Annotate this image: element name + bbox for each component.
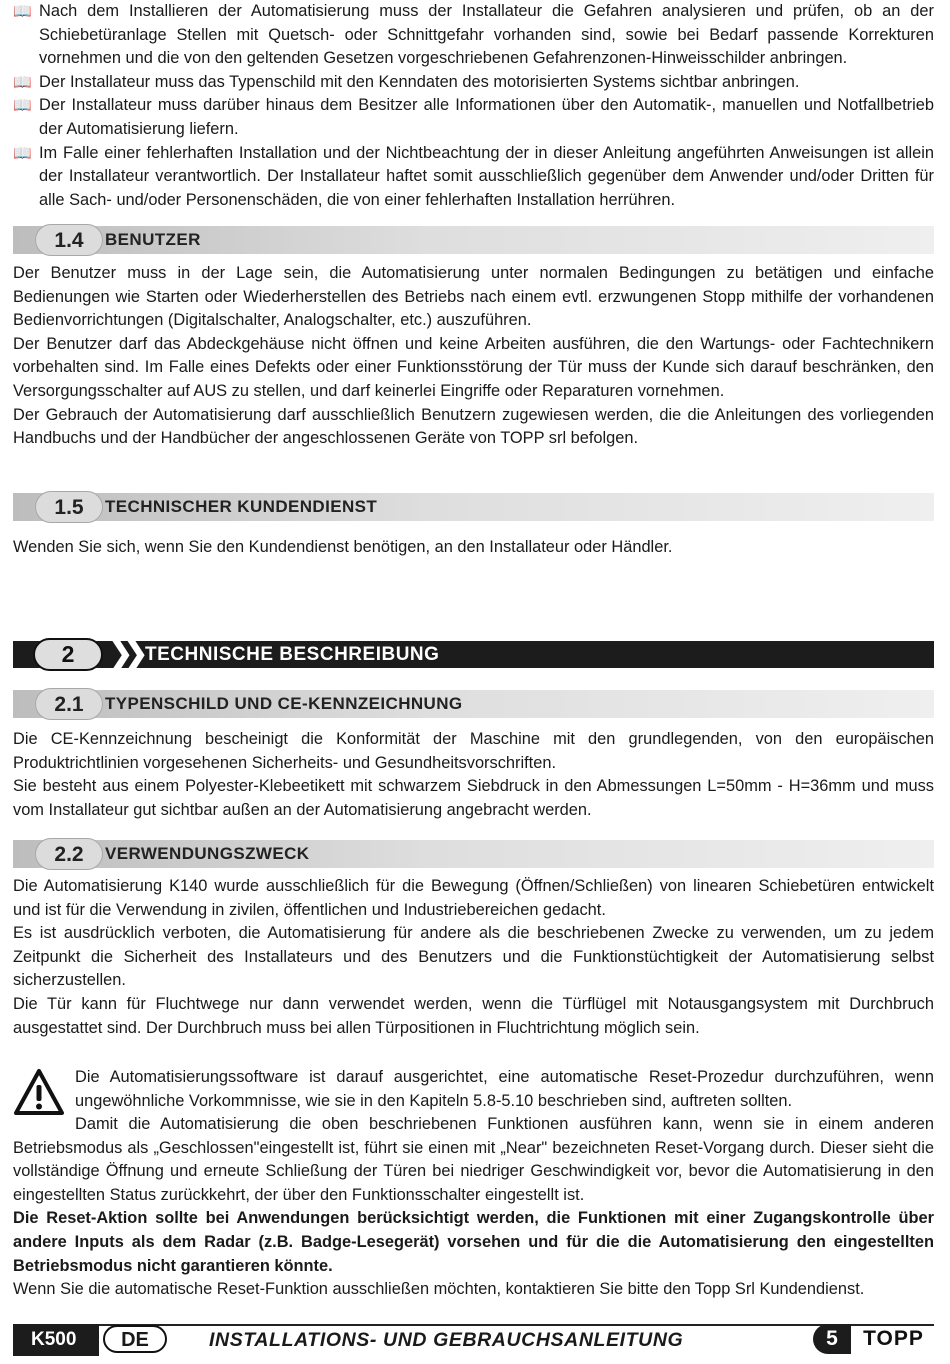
paragraph: Damit die Automatisierung die oben beschriebenen Funktionen ausführen kann, wenn sie in einem anderen Betriebsmodus als „Geschlossen"eingestellt ist, führt sie einen mit „Near" bezeichneten Reset-Vorgang durch. Dieser sieht die vollständige Öffnung und erneute Schließung der Türen bei niedriger Geschwindigkeit vor, bevor die Automatisierung in den eingestellten Status zurückkehrt, der über den Funktionsschalter eingestellt ist. bbox=[13, 1115, 934, 1204]
paragraph: Der Benutzer darf das Abdeckgehäuse nicht öffnen und keine Arbeiten ausführen, die den Wartungs- oder Fachtechnikern vorbehalten sind. Im Falle eines Defekts oder einer Funktionsstörung der Tür muss der Kunde sich darauf beschränken, den Versorgungsschalter auf AUS zu stellen, und darf keinerlei Eingriffe oder Reparaturen vornehmen. bbox=[13, 334, 934, 400]
paragraph: Die Tür kann für Fluchtwege nur dann verwendet werden, wenn die Türflügel mit Notausgangsystem mit Durchbruch ausgestattet sind. Der Durchbruch muss bei allen Türpositionen in Fluchtrichtung möglich sein. bbox=[13, 994, 934, 1037]
bullet-text: Der Installateur muss das Typenschild mit den Kenndaten des motorisierten Systems sichtbar anbringen. bbox=[39, 72, 800, 91]
chapter-header bbox=[13, 637, 934, 670]
bullet-text: Im Falle einer fehlerhaften Installation und der Nichtbeachtung der in dieser Anleitung angeführten Anweisungen ist allein der Installateur verantwortlich. Der Installateur haftet somit ausschließlich gegenüber dem Anwender und/oder Dritten für alle Sach- und/oder Personenschäden, die von einer fehlerhaften Installation herrühren. bbox=[39, 143, 934, 209]
section-number: 2.2 bbox=[35, 838, 103, 870]
manual-title: INSTALLATIONS- UND GEBRAUCHSANLEITUNG bbox=[209, 1329, 684, 1351]
bullet-text: Nach dem Installieren der Automatisierung muss der Installateur die Gefahren analysieren und prüfen, ob an der Schiebetüranlage Stellen mit Quetsch- oder Schnittgefahr vorhanden sind, sowie bei Bedarf passende Korrekturen vornehmen und die von den geltenden Gesetzen vorgeschriebenen Gefahrenzonen-Hinweisschilder anbringen. bbox=[39, 2, 934, 68]
page-footer bbox=[13, 1322, 934, 1356]
chapter-title: TECHNISCHE BESCHREIBUNG bbox=[145, 644, 440, 665]
paragraph: Die Automatisierung K140 wurde ausschließlich für die Bewegung (Öffnen/Schließen) von linearen Schiebetüren entwickelt und ist für die Verwendung in zivilen, öffentlichen und Industriebereichen gedacht. bbox=[13, 877, 934, 919]
section-header-1-5 bbox=[13, 493, 934, 521]
section-2-1-body bbox=[13, 728, 934, 822]
paragraph: Wenn Sie die automatische Reset-Funktion ausschließen möchten, kontaktieren Sie bitte den Topp Srl Kundendienst. bbox=[13, 1280, 865, 1299]
bullet-item bbox=[13, 142, 934, 213]
chevron-icon: ❯❯ bbox=[108, 637, 139, 670]
book-icon: 📖 bbox=[13, 3, 32, 20]
bullet-item bbox=[13, 71, 934, 95]
paragraph: Die CE-Kennzeichnung bescheinigt die Konformität der Maschine mit den grundlegenden, von den europäischen Produktrichtlinien vorgesehenen Sicherheits- und Gesundheitsvorschriften. bbox=[13, 730, 934, 772]
brand-logo: TOPP bbox=[863, 1327, 924, 1350]
intro-bullets bbox=[13, 0, 934, 212]
paragraph: Sie besteht aus einem Polyester-Klebeetikett mit schwarzem Siebdruck in den Abmessungen L=50mm - H=36mm und muss vom Installateur gut sichtbar außen an der Automatisierung angebracht werden. bbox=[13, 777, 934, 819]
section-1-4-body bbox=[13, 262, 934, 451]
bold-paragraph: Die Reset-Aktion sollte bei Anwendungen berücksichtigt werden, die Funktionen mit einer Zugangskontrolle über andere Inputs als dem Radar (z.B. Badge-Lesegerät) vorsehen und für die die Automatisierung den eingestellten Betriebsmodus nicht garantieren könnte. bbox=[13, 1209, 934, 1275]
paragraph: Es ist ausdrücklich verboten, die Automatisierung für andere als die beschriebenen Zwecke zu verwenden, um zu jedem Zeitpunkt die Sicherheit des Installateurs und des Benutzers und die Funktionstüchtigkeit der Automatisierung selbst sicherzustellen. bbox=[13, 924, 934, 990]
warning-body bbox=[13, 1113, 934, 1302]
section-title: BENUTZER bbox=[105, 230, 201, 249]
chapter-number: 2 bbox=[33, 638, 103, 671]
section-number: 2.1 bbox=[35, 688, 103, 720]
section-title: TYPENSCHILD UND CE-KENNZEICHNUNG bbox=[105, 694, 463, 713]
model-label: K500 bbox=[13, 1324, 99, 1356]
page-number: 5 bbox=[813, 1324, 851, 1354]
book-icon: 📖 bbox=[13, 73, 32, 91]
section-number: 1.5 bbox=[35, 491, 103, 523]
paragraph: Der Gebrauch der Automatisierung darf ausschließlich Benutzern zugewiesen werden, die die Anleitungen des vorliegenden Handbuchs und der Handbücher der angeschlossenen Geräte von TOPP srl befolgen. bbox=[13, 405, 934, 448]
section-number: 1.4 bbox=[35, 224, 103, 256]
section-title: TECHNISCHER KUNDENDIENST bbox=[105, 497, 378, 516]
warning-lead: Die Automatisierungssoftware ist darauf ausgerichtet, eine automatische Reset-Prozedur durchzuführen, wenn ungewöhnliche Vorkommnisse, wie sie in den Kapiteln 5.8-5.10 beschrieben sind, auftreten sollten. bbox=[75, 1068, 934, 1110]
section-header-2-2 bbox=[13, 840, 934, 868]
paragraph: Wenden Sie sich, wenn Sie den Kundendienst benötigen, an den Installateur oder Händler. bbox=[13, 538, 673, 556]
bullet-text: Der Installateur muss darüber hinaus dem Besitzer alle Informationen über den Automatik-, manuellen und Notfallbetrieb der Automatisierung liefern. bbox=[39, 96, 934, 138]
language-badge: DE bbox=[103, 1325, 167, 1353]
section-header-2-1 bbox=[13, 690, 934, 718]
book-icon: 📖 bbox=[13, 97, 32, 115]
bullet-item bbox=[13, 0, 934, 71]
paragraph: Der Benutzer muss in der Lage sein, die Automatisierung unter normalen Bedingungen zu betätigen und einfache Bedienungen wie Starten oder Wiederherstellen des Betriebs nach einem evtl. erzwungenen Stopp mithilfe der vorhandenen Bedienvorrichtungen (Digitalschalter, Analogschalter, etc.) auszuführen. bbox=[13, 264, 934, 330]
section-2-2-body bbox=[13, 875, 934, 1040]
bullet-item bbox=[13, 94, 934, 141]
section-header-1-4 bbox=[13, 226, 934, 254]
book-icon: 📖 bbox=[13, 144, 32, 162]
section-title: VERWENDUNGSZWECK bbox=[105, 844, 310, 863]
warning-triangle-icon bbox=[13, 1068, 65, 1116]
